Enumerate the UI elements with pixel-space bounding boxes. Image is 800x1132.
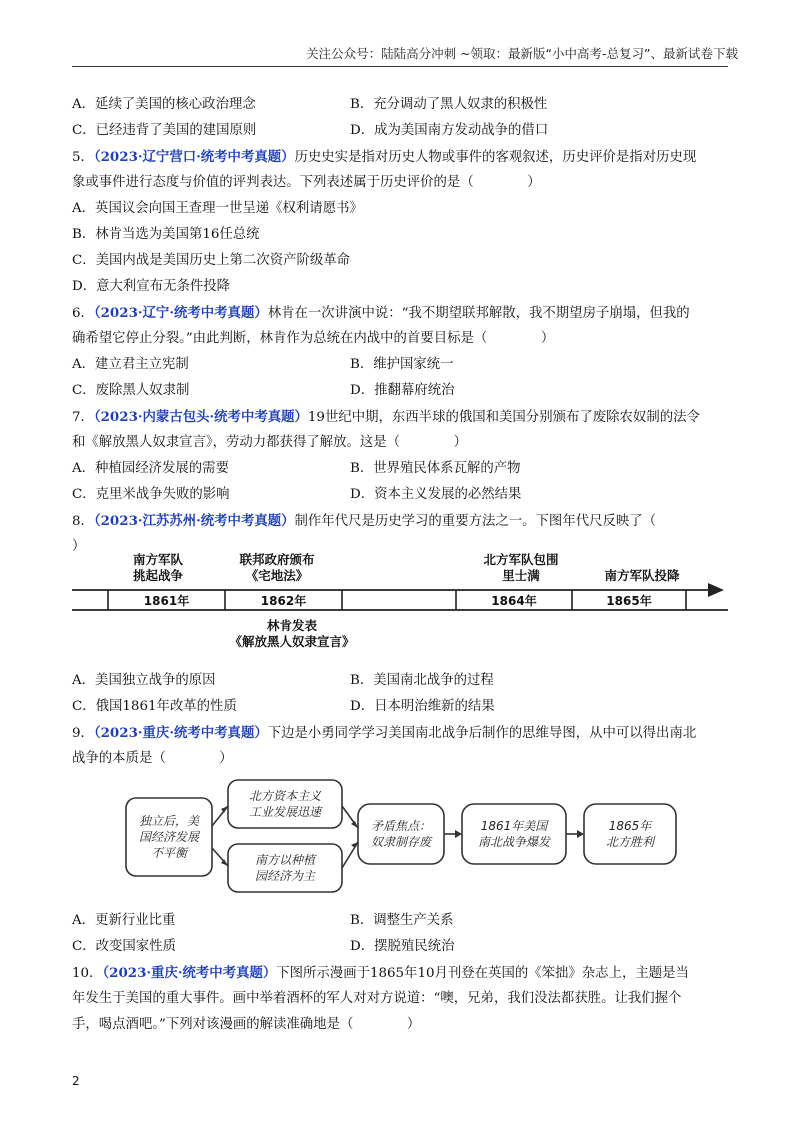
mindmap-focus-text xyxy=(358,818,444,850)
year-label-1864: 1864年 xyxy=(491,594,537,608)
q6-option-b: B．维护国家统一 xyxy=(350,357,454,372)
south-line-1: 南方以种植 xyxy=(254,853,315,867)
south-line-2: 园经济为主 xyxy=(254,869,315,883)
timeline-event-1864-line-1: 北方军队包围 xyxy=(483,552,559,567)
arrowhead-end-icon xyxy=(577,830,584,838)
q9-mindmap-figure xyxy=(120,776,680,896)
q6-number: 6． xyxy=(72,306,94,321)
q9-option-b: B．调整生产关系 xyxy=(350,913,454,928)
year-label-1865: 1865年 xyxy=(606,594,652,608)
document-body-2 xyxy=(72,668,728,772)
q8-timeline-figure xyxy=(72,550,728,660)
arrowhead-war-icon xyxy=(455,830,462,838)
root-line-1: 独立后，美 xyxy=(138,814,199,828)
q7-number: 7． xyxy=(72,410,94,425)
q9-options-row-2 xyxy=(72,934,728,960)
q8-number: 8． xyxy=(72,514,94,529)
year-label-1861: 1861年 xyxy=(143,594,190,608)
q8-options-row-1 xyxy=(72,668,728,694)
arrowhead-north-icon xyxy=(221,806,228,813)
q6-source: （2023·辽宁·统考中考真题） xyxy=(93,305,268,321)
mindmap-north-text xyxy=(228,788,342,820)
q6-option-a: A．建立君主立宪制 xyxy=(72,357,189,372)
timeline-below-line-2: 《解放黑人奴隶宣言》 xyxy=(229,634,355,649)
q8-option-b: B．美国南北战争的过程 xyxy=(350,673,494,688)
north-line-2: 工业发展迅速 xyxy=(248,805,321,819)
timeline-event-1864-line-2: 里士满 xyxy=(502,568,540,583)
mindmap-war-text xyxy=(462,818,566,850)
timeline-event-1861-line-1: 南方军队 xyxy=(132,552,183,567)
q7-options-row-2 xyxy=(72,482,728,508)
q7-option-d: D．资本主义发展的必然结果 xyxy=(350,487,522,502)
q8-option-a: A．美国独立战争的原因 xyxy=(72,673,216,688)
q5-stem-1: 历史史实是指对历史人物或事件的客观叙述，历史评价是指对历史现 xyxy=(294,150,697,165)
q8-source: （2023·江苏苏州·统考中考真题） xyxy=(93,513,295,529)
q9-option-a: A．更新行业比重 xyxy=(72,913,176,928)
q9-stem-1: 下边是小勇同学学习美国南北战争后制作的思维导图，从中可以得出南北 xyxy=(267,726,697,741)
war-line-1: 1861年美国 xyxy=(480,819,548,833)
q9-stem-line-2: 战争的本质是（ ） xyxy=(72,751,233,766)
q9-option-c: C．改变国家性质 xyxy=(72,939,176,954)
q5-option-a: A．英国议会向国王查理一世呈递《权利请愿书》 xyxy=(72,201,363,216)
q6-option-d: D．推翻幕府统治 xyxy=(350,383,455,398)
timeline-event-1862-line-2: 《宅地法》 xyxy=(245,568,309,583)
q6-options-row-1 xyxy=(72,352,728,378)
q4-option-d: D．成为美国南方发动战争的借口 xyxy=(350,123,549,138)
page-number: 2 xyxy=(72,1074,80,1088)
root-line-3: 不平衡 xyxy=(150,846,187,860)
timeline-arrow-icon xyxy=(708,583,724,597)
q10-source: （2023·重庆·统考中考真题） xyxy=(102,965,277,981)
q5-option-c: C．美国内战是美国历史上第二次资产阶级革命 xyxy=(72,253,351,268)
q10-stem-line-2: 年发生于美国的重大事件。画中举着酒杯的军人对对方说道：“噢，兄弟，我们没法都获胜。让我们握个 xyxy=(72,991,682,1006)
q4-option-a: A．延续了美国的核心政治理念 xyxy=(72,97,256,112)
year-label-1862: 1862年 xyxy=(260,594,307,608)
q10-stem-line-1 xyxy=(72,960,728,986)
q7-stem-line-1 xyxy=(72,404,728,430)
q8-stem-line-2: ） xyxy=(72,539,86,554)
q10-number: 10． xyxy=(72,966,103,981)
q7-stem-1: 19世纪中期，东西半球的俄国和美国分别颁布了废除农奴制的法令 xyxy=(307,410,700,425)
q5-stem-line-1 xyxy=(72,144,728,170)
q10-stem-line-3: 手，喝点酒吧。”下列对该漫画的解读准确地是（ ） xyxy=(72,1017,421,1032)
focus-line-2: 奴隶制存废 xyxy=(370,835,431,849)
q5-stem-line-2: 象或事件进行态度与价值的评判表达。下列表述属于历史评价的是（ ） xyxy=(72,175,541,190)
end-line-1: 1865年 xyxy=(608,819,652,833)
q8-option-d: D．日本明治维新的结果 xyxy=(350,699,495,714)
q8-option-c: C．俄国1861年改革的性质 xyxy=(72,699,237,714)
document-body-3 xyxy=(72,908,728,1038)
q7-option-a: A．种植园经济发展的需要 xyxy=(72,461,229,476)
q5-source: （2023·辽宁营口·统考中考真题） xyxy=(93,149,295,165)
q5-option-b: B．林肯当选为美国第16任总统 xyxy=(72,227,260,242)
q9-stem-line-1 xyxy=(72,720,728,746)
timeline-event-1865-line-1: 南方军队投降 xyxy=(604,568,680,583)
mindmap-root-text xyxy=(126,813,212,861)
q9-option-d: D．摆脱殖民统治 xyxy=(350,939,455,954)
war-line-2: 南北战争爆发 xyxy=(477,835,550,849)
q6-stem-1: 林肯在一次讲演中说：“我不期望联邦解散，我不期望房子崩塌，但我的 xyxy=(267,306,690,321)
q5-number: 5． xyxy=(72,150,94,165)
q8-stem-line-1 xyxy=(72,508,728,534)
q4-options-row-1 xyxy=(72,92,728,118)
q6-stem-line-1 xyxy=(72,300,728,326)
q10-stem-1: 下图所示漫画于1865年10月刊登在英国的《笨拙》杂志上，主题是当 xyxy=(276,966,689,981)
q6-stem-line-2: 确希望它停止分裂。”由此判断，林肯作为总统在内战中的首要目标是（ ） xyxy=(72,331,555,346)
q8-stem-1: 制作年代尺是历史学习的重要方法之一。下图年代尺反映了（ xyxy=(294,514,657,529)
focus-line-1: 矛盾焦点： xyxy=(370,819,431,833)
q4-option-b: B．充分调动了黑人奴隶的积极性 xyxy=(350,97,548,112)
header-divider xyxy=(72,66,728,67)
timeline-event-below xyxy=(192,618,392,650)
q5-option-d: D．意大利宣布无条件投降 xyxy=(72,279,231,294)
q9-options-row-1 xyxy=(72,908,728,934)
q7-option-c: C．克里米战争失败的影响 xyxy=(72,487,230,502)
q9-number: 9． xyxy=(72,726,94,741)
q7-source: （2023·内蒙古包头·统考中考真题） xyxy=(93,409,308,425)
north-line-1: 北方资本主义 xyxy=(248,789,321,803)
timeline-event-1861-line-2: 挑起战争 xyxy=(132,568,183,583)
page-header: 关注公众号：陆陆高分冲刺 ~领取：最新版“小中高考-总复习”、最新试卷下载 xyxy=(306,46,738,61)
document-body xyxy=(72,92,728,560)
q8-options-row-2 xyxy=(72,694,728,720)
q9-source: （2023·重庆·统考中考真题） xyxy=(93,725,268,741)
q6-option-c: C．废除黑人奴隶制 xyxy=(72,383,190,398)
timeline-below-line-1: 林肯发表 xyxy=(266,618,317,633)
mindmap-south-text xyxy=(228,852,342,884)
q4-option-c: C．已经违背了美国的建国原则 xyxy=(72,123,257,138)
arrowhead-north-focus-icon xyxy=(351,821,358,828)
q7-options-row-1 xyxy=(72,456,728,482)
q7-stem-line-2: 和《解放黑人奴隶宣言》，劳动力都获得了解放。这是（ ） xyxy=(72,435,468,450)
end-line-2: 北方胜利 xyxy=(605,835,654,849)
mindmap-end-text xyxy=(584,818,676,850)
timeline-event-1862-line-1: 联邦政府颁布 xyxy=(239,552,315,567)
q6-options-row-2 xyxy=(72,378,728,404)
root-line-2: 国经济发展 xyxy=(138,830,199,844)
q4-options-row-2 xyxy=(72,118,728,144)
q7-option-b: B．世界殖民体系瓦解的产物 xyxy=(350,461,521,476)
